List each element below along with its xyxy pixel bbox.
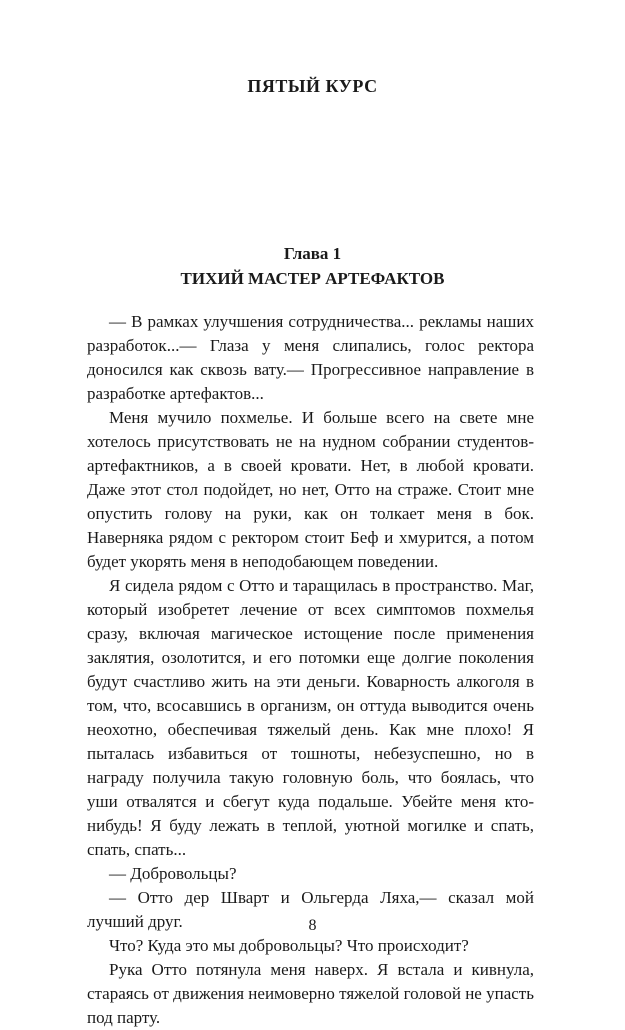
paragraph: Я сидела рядом с Отто и таращилась в пространство. Маг, который изобретет лечение от всех симптомов похмелья сразу, включая магическое истощение после применения заклятия, озолотится, и его потомки еще долгие поколения будут счастливо жить на эти деньги. Коварность алкоголя в том, что, всосавшись в организм, он оттуда выводится очень неохотно, обеспечивая тяжелый день. Как мне плохо! Я пыталась избавиться от тошноты, небезуспешно, но в награду получила такую головную боль, что боялась, что уши отвалятся и сбегут куда подальше. Убейте меня кто-нибудь! Я буду лежать в теплой, уютной могилке и спать, спать, спать... xyxy=(87,576,534,859)
chapter-title: ТИХИЙ МАСТЕР АРТЕФАКТОВ xyxy=(180,269,445,288)
chapter-number: Глава 1 xyxy=(283,244,342,263)
paragraph: — Отто дер Шварт и Ольгерда Ляха,— сказал мой лучший друг. xyxy=(87,888,534,931)
paragraph: — В рамках улучшения сотрудничества... рекламы наших разработок...— Глаза у меня слипались, голос ректора доносился как сквозь вату.— Прогрессивное направление в разработке артефактов... xyxy=(87,312,534,403)
paragraph: Что? Куда это мы добровольцы? Что происходит? xyxy=(109,936,469,955)
paragraph: — Добровольцы? xyxy=(109,864,237,883)
part-title: ПЯТЫЙ КУРС xyxy=(247,76,378,96)
paragraph: Рука Отто потянула меня наверх. Я встала и кивнула, стараясь от движения неимоверно тяжелой головой не упасть под парту. xyxy=(87,960,534,1027)
page-number: 8 xyxy=(308,917,317,934)
paragraph: Меня мучило похмелье. И больше всего на свете мне хотелось присутствовать не на нудном собрании студентов-артефактников, а в своей кровати. Нет, в любой кровати. Даже этот стол подойдет, но нет, Отто на страже. Стоит мне опустить голову на руки, как он толкает меня в бок. Наверняка рядом с ректором стоит Беф и хмурится, а потом будет укорять меня в неподобающем поведении. xyxy=(87,408,534,571)
